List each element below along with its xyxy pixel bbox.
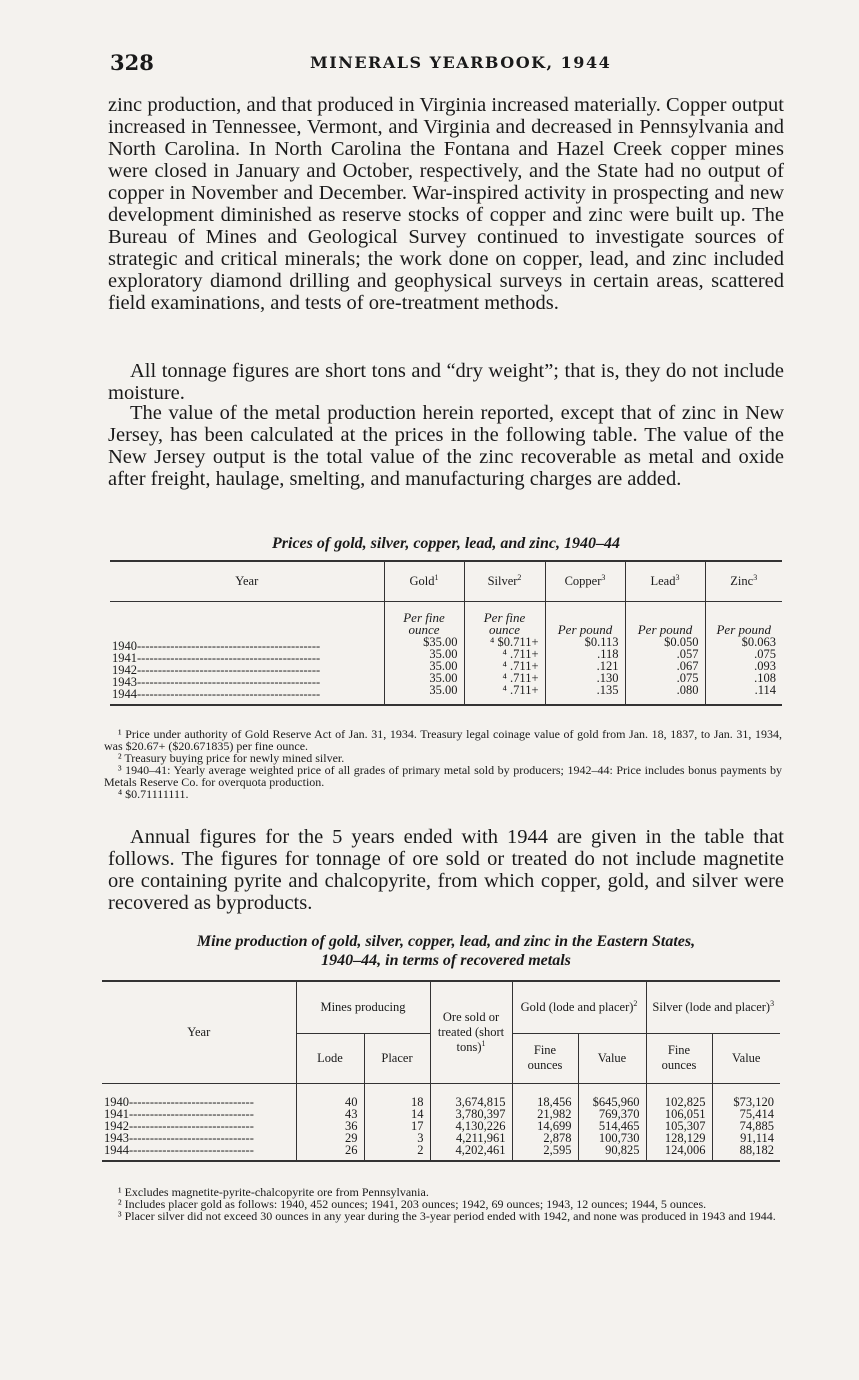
production-table (102, 980, 780, 1162)
footnote: ³ 1940–41: Yearly average weighted price of all grades of primary metal sold by producers; 1942–44: Price includes bonus payments by Metals Reserve Co. for overquota production. (104, 763, 782, 789)
silver-ounces-column: 102,825 106,051 105,307 128,129 124,006 (646, 1083, 712, 1161)
table-row-year: 1940-------------------------------------------- (112, 638, 321, 653)
dot-leader: -------------------------------------------- (137, 638, 321, 653)
dot-leader: -------------------------------------------- (137, 674, 321, 689)
silver-price-column: Per fine ounce ⁴ $0.711+ ⁴ .711+ ⁴ .711+ ⁴ .711+ ⁴ .711+ (464, 601, 545, 705)
footnote: ² Treasury buying price for newly mined silver. (118, 751, 345, 765)
dot-leader: -------------------------------------------- (137, 686, 321, 701)
paragraph-value-calculation: The value of the metal production herein reported, except that of zinc in New Jersey, has been calculated at the prices in the following table. The value of the New Jersey output is the total value of the zinc recoverable as metal and oxide after freight, haulage, smelting, and manufacturing charges are added. (108, 402, 784, 490)
gold-price-column: Per fine ounce $35.00 35.00 35.00 35.00 35.00 (384, 601, 464, 705)
production-table-footnotes (104, 1186, 782, 1222)
col-header-copper: Copper$^3$ (545, 561, 625, 601)
footnote: ² Includes placer gold as follows: 1940, 452 ounces; 1941, 203 ounces; 1942, 69 ounces; 1943, 12 ounces; 1944, 5 ounces. (118, 1197, 707, 1211)
table-row-year: 1942-------------------------------------------- (112, 662, 321, 677)
year-column (102, 1083, 296, 1161)
col-header-gold: Gold$^1$ (384, 561, 464, 601)
lead-price-column: Per pound $0.050 .057 .067 .075 .080 (625, 601, 705, 705)
dot-leader: ------------------------------ (129, 1130, 254, 1145)
col-header-silver-fine-ounces: Fine ounces (646, 1033, 712, 1083)
col-header-lead: Lead$^3$ (625, 561, 705, 601)
dot-leader: ------------------------------ (129, 1142, 254, 1157)
col-header-mines-producing: Mines producing (296, 981, 430, 1033)
table-row-year: 1942------------------------------ (104, 1118, 254, 1133)
dot-leader: ------------------------------ (129, 1094, 254, 1109)
dot-leader: -------------------------------------------- (137, 650, 321, 665)
silver-value-column: $73,120 75,414 74,885 91,114 88,182 (712, 1083, 780, 1161)
col-header-zinc: Zinc$^3$ (705, 561, 782, 601)
table-row-year: 1944------------------------------ (104, 1142, 254, 1157)
production-table-caption-line1: Mine production of gold, silver, copper, lead, and zinc in the Eastern States, (196, 933, 696, 950)
page-header (110, 50, 780, 76)
col-header-year: Year (102, 981, 296, 1083)
table-row-year: 1941------------------------------ (104, 1106, 254, 1121)
table-row-year: 1943-------------------------------------------- (112, 674, 321, 689)
footnote: ³ Placer silver did not exceed 30 ounces in any year during the 3-year period ended with 1942, and none was produced in 1943 and 1944. (118, 1209, 776, 1223)
col-header-year: Year (110, 561, 384, 601)
col-header-gold-fine-ounces: Fine ounces (512, 1033, 578, 1083)
footnote: ⁴ $0.71111111. (118, 787, 189, 801)
placer-column: 18 14 17 3 2 (364, 1083, 430, 1161)
paragraph-copper-zinc-output: zinc production, and that produced in Virginia increased materially. Copper output increased in Tennessee, Vermont, and Virginia and decreased in Pennsylvania and North Carolina. In North Carolina the Fontana and Hazel Creek copper mines were closed in January and October, respectively, and the State had no output of copper in November and December. War-inspired activity in prospecting and new development diminished as reserve stocks of copper and zinc were built up. The Bureau of Mines and Geological Survey continued to investigate sources of strategic and critical minerals; the work done on copper, lead, and zinc included exploratory diamond drilling and geophysical surveys in certain areas, scattered field examinations, and tests of ore-treatment methods. (108, 94, 784, 314)
col-header-silver-value: Value (712, 1033, 780, 1083)
col-header-placer: Placer (364, 1033, 430, 1083)
table-row-year: 1941-------------------------------------------- (112, 650, 321, 665)
zinc-price-column: Per pound $0.063 .075 .093 .108 .114 (705, 601, 782, 705)
production-table-caption-line2: 1940–44, in terms of recovered metals (321, 952, 571, 969)
table-row-year: 1940------------------------------ (104, 1094, 254, 1109)
col-header-silver: Silver$^2$ (464, 561, 545, 601)
dot-leader: ------------------------------ (129, 1118, 254, 1133)
footnote: ¹ Price under authority of Gold Reserve Act of Jan. 31, 1934. Treasury legal coinage value of gold from Jan. 18, 1837, to Jan. 31, 1934, was $20.67+ ($20.671835) per fine ounce. (104, 727, 782, 753)
lode-column: 40 43 36 29 26 (296, 1083, 364, 1161)
paragraph-tonnage-note: All tonnage figures are short tons and “dry weight”; that is, they do not include moisture. (108, 360, 784, 404)
dot-leader: -------------------------------------------- (137, 662, 321, 677)
dot-leader: ------------------------------ (129, 1106, 254, 1121)
ore-column: 3,674,815 3,780,397 4,130,226 4,211,961 4,202,461 (430, 1083, 512, 1161)
gold-ounces-column: 18,456 21,982 14,699 2,878 2,595 (512, 1083, 578, 1161)
footnote: ¹ Excludes magnetite-pyrite-chalcopyrite ore from Pennsylvania. (118, 1185, 429, 1199)
table-row-year: 1943------------------------------ (104, 1130, 254, 1145)
col-header-lode: Lode (296, 1033, 364, 1083)
col-header-gold-value: Value (578, 1033, 646, 1083)
running-head: MINERALS YEARBOOK, 1944 (310, 53, 612, 72)
table-row-year: 1944-------------------------------------------- (112, 686, 321, 701)
page-number: 328 (110, 50, 154, 75)
col-header-silver-group: Silver (lode and placer)$^3$ (646, 981, 780, 1033)
gold-value-column: $645,960 769,370 514,465 100,730 90,825 (578, 1083, 646, 1161)
col-header-gold-group: Gold (lode and placer)$^2$ (512, 981, 646, 1033)
copper-price-column: Per pound $0.113 .118 .121 .130 .135 (545, 601, 625, 705)
paragraph-annual-figures: Annual figures for the 5 years ended with 1944 are given in the table that follows. The figures for tonnage of ore sold or treated do not include magnetite ore containing pyrite and chalcopyrite, from which copper, gold, and silver were recovered as byproducts. (108, 826, 784, 914)
prices-table-caption: Prices of gold, silver, copper, lead, and zinc, 1940–44 (272, 535, 620, 552)
prices-table (110, 560, 782, 706)
prices-table-footnotes (104, 728, 782, 800)
year-column (110, 601, 384, 705)
col-header-ore-sold: Ore sold or treated (short tons)$^1$ (430, 981, 512, 1083)
